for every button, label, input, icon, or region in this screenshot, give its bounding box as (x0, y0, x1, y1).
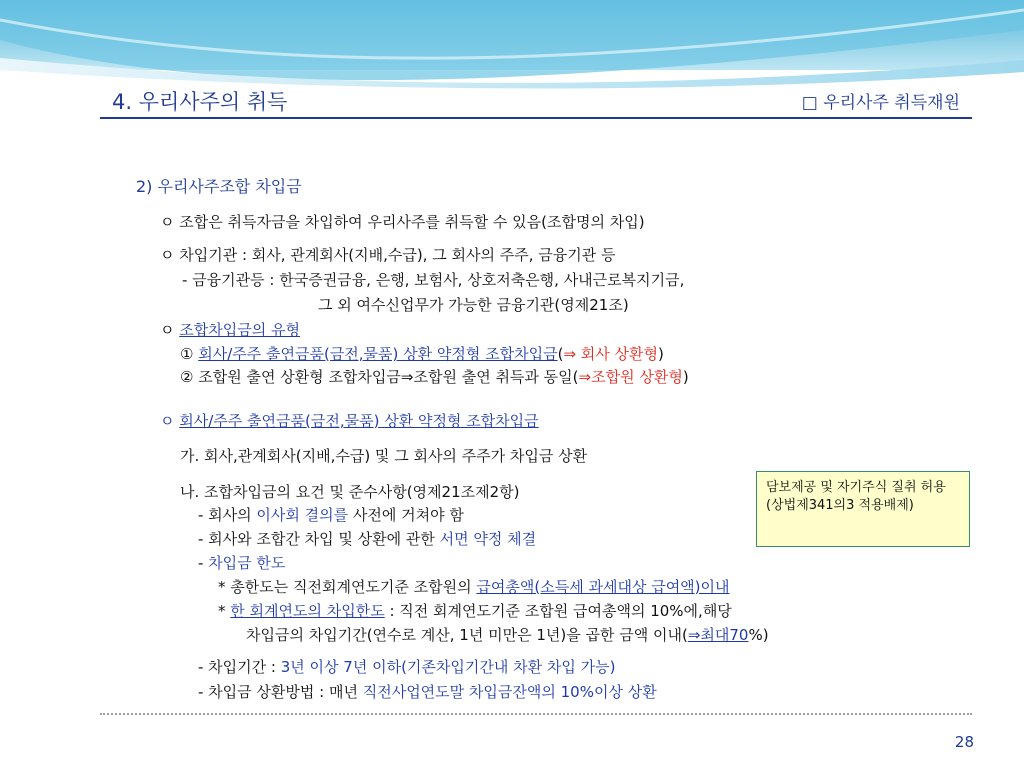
line-15 (218, 601, 732, 621)
line-6 (180, 344, 664, 364)
text: %) (748, 626, 769, 644)
text: - 회사의 (198, 506, 257, 524)
member-repay-text: ② 조합원 출연 상환형 조합차입금⇒조합원 출연 취득과 동일( (180, 368, 579, 386)
line-14 (218, 577, 730, 597)
text: : 직전 회계연도기준 조합원 급여총액의 10%에,해당 (384, 602, 732, 620)
loan-period-highlight: 3년 이상 7년 이하(기존차입기간내 차환 차입 가능) (280, 658, 616, 676)
line-8 (160, 411, 539, 431)
text: * (218, 602, 231, 620)
board-resolution-highlight: 이사회 결의를 (256, 506, 349, 524)
section-heading: 2) 우리사주조합 차입금 (136, 177, 302, 196)
text: * 총한도는 직전회계연도기준 조합원의 (218, 578, 477, 596)
line-16 (246, 625, 769, 645)
company-repay-heading-link[interactable]: 회사/주주 출연금품(금전,물품) 상환 약정형 조합차입금 (179, 412, 539, 430)
line-12 (198, 529, 536, 549)
company-repay-type-link[interactable]: 회사/주주 출연금품(금전,물품) 상환 약정형 조합차입금 (198, 345, 558, 363)
bullet: ㅇ (160, 412, 180, 430)
line-10: 나. 조합차입금의 요건 및 준수사항(영제21조제2항) (180, 483, 520, 501)
line-17 (198, 657, 615, 677)
enum-marker: ① (180, 345, 199, 363)
member-repay-label: ⇒조합원 상환형 (578, 368, 683, 386)
text: - 차입금 상환방법 : 매년 (198, 683, 363, 701)
written-agreement-highlight: 서면 약정 체결 (439, 530, 537, 548)
line-1: ㅇ 조합은 취득자금을 차입하여 우리사주를 취득할 수 있음(조합명의 차입) (160, 213, 645, 231)
line-5 (160, 320, 300, 340)
bullet: ㅇ (160, 321, 180, 339)
page-number: 28 (954, 733, 974, 751)
line-7 (180, 367, 689, 387)
paren-close: ) (658, 345, 664, 363)
title-divider (100, 117, 972, 119)
company-repay-label: ⇒ 회사 상환형 (563, 345, 659, 363)
line-13 (198, 553, 285, 573)
line-11 (198, 505, 464, 525)
text: - 차입기간 : (198, 658, 281, 676)
text: - (198, 554, 209, 572)
line-9: 가. 회사,관계회사(지배,수급) 및 그 회사의 주주가 차입금 상환 (180, 447, 588, 465)
line-18 (198, 682, 657, 702)
text: 차입금의 차입기간(연수로 계산, 1년 미만은 1년)을 곱한 금액 이내( (246, 626, 688, 644)
line-4: 그 외 여수신업무가 가능한 금융기관(영제21조) (318, 296, 629, 314)
annual-limit-link[interactable]: 한 회계연도의 차입한도 (230, 602, 385, 620)
paren-close: ) (682, 368, 689, 386)
footer-divider (100, 713, 972, 715)
loan-types-link[interactable]: 조합차입금의 유형 (179, 321, 300, 339)
repayment-method-highlight: 직전사업연도말 차입금잔액의 10%이상 상환 (362, 683, 657, 701)
text: - 회사와 조합간 차입 및 상환에 관한 (198, 530, 440, 548)
total-salary-link[interactable]: 급여총액(소득세 과세대상 급여액)이내 (476, 578, 730, 596)
callout-note: 담보제공 및 자기주식 질취 허용(상법제341의3 적용배제) (756, 471, 970, 547)
loan-limit-highlight: 차입금 한도 (208, 554, 286, 572)
page-title: 4. 우리사주의 취득 (112, 90, 288, 114)
text: 사전에 거쳐야 함 (348, 506, 464, 524)
paren-open: ( (557, 345, 564, 363)
line-3: - 금융기관등 : 한국증권금융, 은행, 보험사, 상호저축은행, 사내근로복지기금, (182, 271, 685, 289)
line-2: ㅇ 차입기관 : 회사, 관계회사(지배,수급), 그 회사의 주주, 금융기관 등 (160, 246, 616, 264)
section-category-label: □ 우리사주 취득재원 (801, 93, 960, 113)
max-70-link[interactable]: ⇒최대70 (687, 626, 749, 644)
